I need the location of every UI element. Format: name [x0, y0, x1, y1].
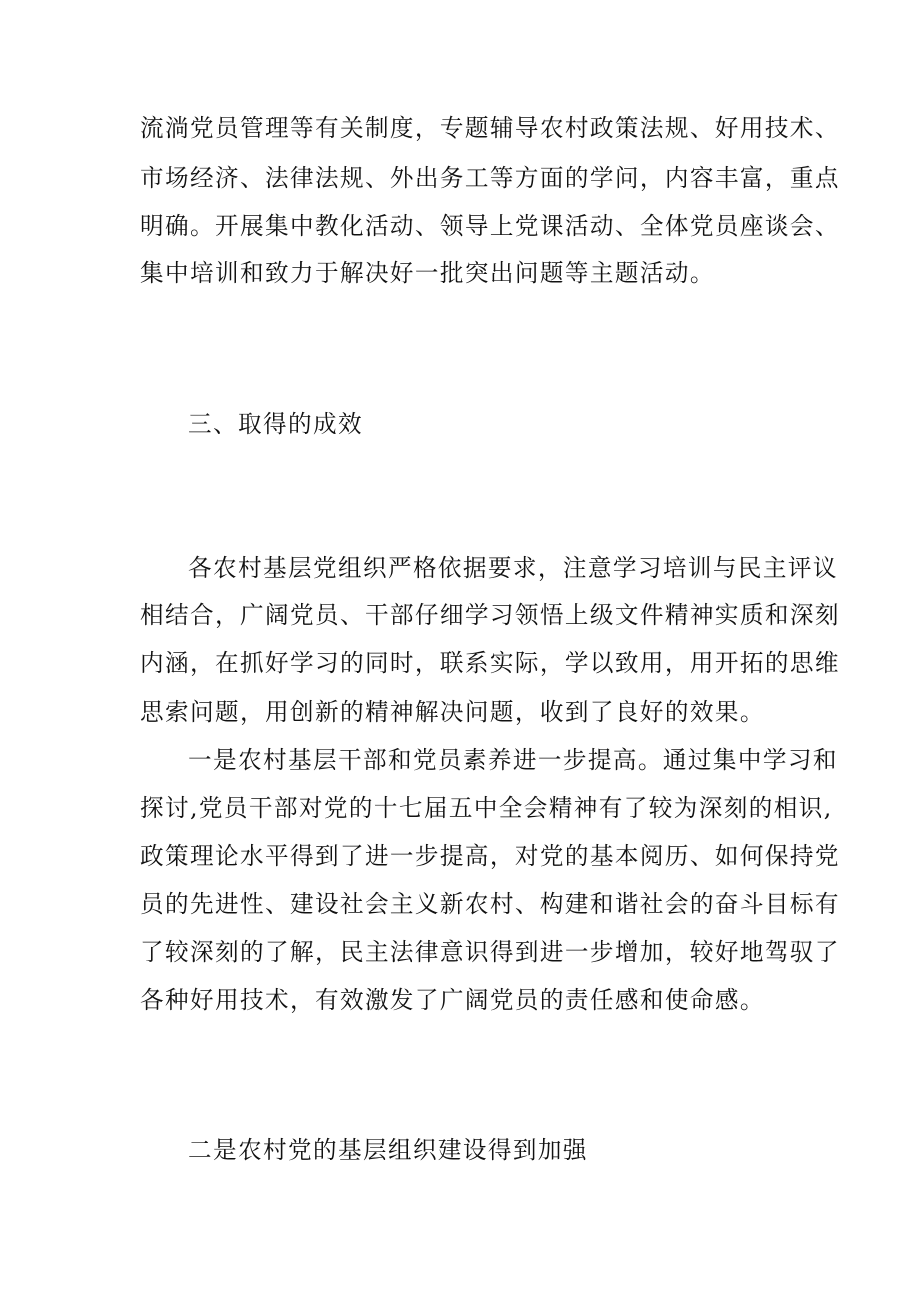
section-heading: 三、取得的成效 [188, 410, 363, 438]
text-line: 集中培训和致力于解决好一批突出问题等主题活动。 [140, 259, 715, 287]
text-line: 员的先进性、建设社会主义新农村、构建和谐社会的奋斗目标有 [140, 890, 840, 918]
text-line: 了较深刻的了解，民主法律意识得到进一步增加，较好地驾驭了 [140, 938, 840, 966]
text-line: 内涵，在抓好学习的同时，联系实际，学以致用，用开拓的思维 [140, 649, 840, 677]
text-line: 相结合，广阔党员、干部仔细学习领悟上级文件精神实质和深刻 [140, 601, 840, 629]
text-line: 各农村基层党组织严格依据要求，注意学习培训与民主评议 [188, 554, 838, 582]
text-line: 探讨,党员干部对党的十七届五中全会精神有了较为深刻的相识, [140, 794, 833, 822]
text-line: 各种好用技术，有效激发了广阔党员的责任感和使命感。 [140, 986, 765, 1014]
text-line: 政策理论水平得到了进一步提高，对党的基本阅历、如何保持党 [140, 842, 840, 870]
text-line: 流淌党员管理等有关制度，专题辅导农村政策法规、好用技术、 [140, 114, 840, 142]
text-line: 明确。开展集中教化活动、领导上党课活动、全体党员座谈会、 [140, 212, 840, 240]
point-two-heading: 二是农村党的基层组织建设得到加强 [188, 1136, 588, 1164]
text-line: 思索问题，用创新的精神解决问题，收到了良好的效果。 [140, 698, 765, 726]
text-line: 市场经济、法律法规、外出务工等方面的学问，内容丰富，重点 [140, 164, 840, 192]
text-line: 一是农村基层干部和党员素养进一步提高。通过集中学习和 [188, 746, 838, 774]
